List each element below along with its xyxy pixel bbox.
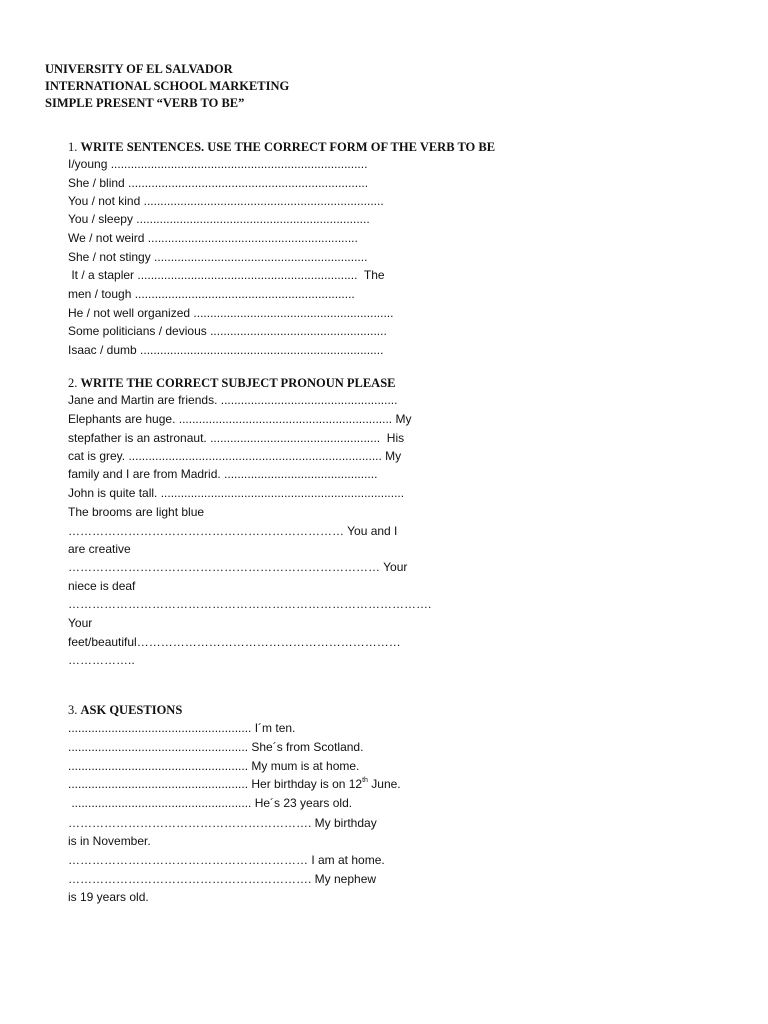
header-university: UNIVERSITY OF EL SALVADOR: [45, 62, 233, 76]
section1-line: I/young .............................................................................: [68, 157, 368, 171]
header-school: INTERNATIONAL SCHOOL MARKETING: [45, 79, 290, 93]
section3-line: ....................................................... I´m ten.: [68, 721, 296, 735]
header-topic: SIMPLE PRESENT “VERB TO BE”: [45, 96, 245, 110]
section3-number: 3.: [68, 703, 81, 717]
section3-line: ……………………………………………………. My nephew: [68, 872, 377, 886]
section3-line: …………………………………………………… I am at home.: [68, 853, 385, 867]
section1-line: It / a stapler .................................................................. The: [68, 268, 385, 282]
section3-line: ...................................................... My mum is at home.: [68, 759, 360, 773]
section2-line: Elephants are huge. ................................................................ My: [68, 412, 412, 426]
section1-heading: [68, 139, 495, 155]
section2-line: feet/beautiful…………………………………………………………: [68, 635, 401, 649]
section3-heading: [68, 702, 182, 718]
section3-line: ……………………………………………………. My birthday: [68, 816, 377, 830]
section1-line: Isaac / dumb .........................................................................: [68, 343, 384, 357]
section3-line: ...................................................... She´s from Scotland.: [68, 740, 364, 754]
section3-line: is in November.: [68, 834, 151, 848]
section1-line: You / sleepy ......................................................................: [68, 212, 370, 226]
section3-line: ...................................................... He´s 23 years old.: [68, 796, 353, 810]
section2-line: family and I are from Madrid. ..............................................: [68, 467, 378, 481]
section1-line: We / not weird ...............................................................: [68, 231, 358, 245]
section1-line: You / not kind ........................................................................: [68, 194, 384, 208]
section1-title: WRITE SENTENCES. USE THE CORRECT FORM OF THE VERB TO BE: [80, 140, 496, 154]
section2-line: stepfather is an astronaut. ................................................... His: [68, 431, 405, 445]
section2-line: The brooms are light blue: [68, 505, 205, 519]
section3-line: is 19 years old.: [68, 890, 149, 904]
section2-line: John is quite tall. .........................................................................: [68, 486, 405, 500]
section1-number: 1.: [68, 140, 81, 154]
section2-line: ……………..: [68, 653, 135, 667]
section1-line: He / not well organized ............................................................: [68, 306, 394, 320]
section2-line: cat is grey. ............................................................................ My: [68, 449, 402, 463]
section3-line: [68, 776, 401, 792]
section2-line: ……………………………………………………………………………….: [68, 597, 432, 611]
section2-number: 2.: [68, 376, 81, 390]
section2-line: niece is deaf: [68, 579, 136, 593]
section1-line: She / not stingy ................................................................: [68, 250, 368, 264]
section2-line: …………………………………………………………………… Your: [68, 560, 408, 574]
section1-line: She / blind ........................................................................: [68, 176, 369, 190]
section2-title: WRITE THE CORRECT SUBJECT PRONOUN PLEASE: [80, 376, 396, 390]
section3-line-tail: June.: [367, 777, 401, 791]
ordinal-suffix: th: [362, 777, 368, 784]
section2-line: Jane and Martin are friends. .....................................................: [68, 393, 398, 407]
section2-line: …………………………………………………………… You and I: [68, 524, 398, 538]
section2-line: Your: [68, 616, 93, 630]
section1-line: Some politicians / devious .....................................................: [68, 324, 387, 338]
section1-line: men / tough ..................................................................: [68, 287, 355, 301]
section3-line-text: ...................................................... Her birthday is on 12: [68, 777, 363, 791]
section2-line: are creative: [68, 542, 131, 556]
section3-title: ASK QUESTIONS: [80, 703, 183, 717]
section2-heading: [68, 375, 396, 391]
